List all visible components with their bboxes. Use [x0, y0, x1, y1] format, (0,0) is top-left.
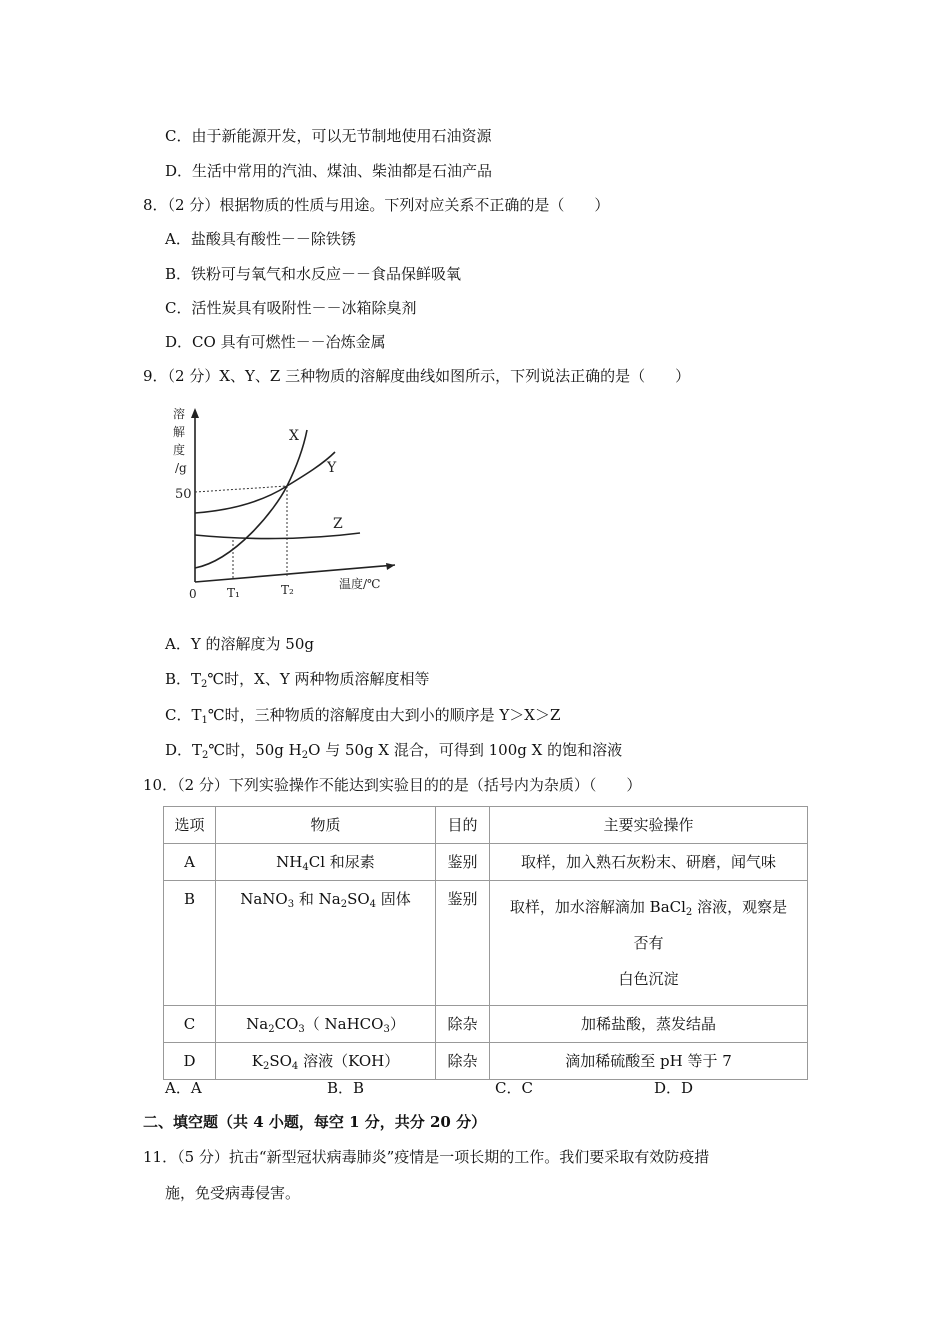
- header-purpose: 目的: [436, 807, 490, 844]
- curve-z: [195, 533, 360, 539]
- q7-option-d: D．生活中常用的汽油、煤油、柴油都是石油产品: [165, 162, 493, 180]
- x-label: 温度/℃: [339, 577, 381, 591]
- origin-label: 0: [189, 587, 197, 601]
- y-label-4: /g: [175, 461, 187, 475]
- q8-option-b: B．铁粉可与氧气和水反应－－食品保鲜吸氧: [165, 265, 462, 283]
- q9-option-b: B．$T_2℃$时，X、Y 两种物质溶解度相等: [165, 670, 430, 690]
- y-label-1: 溶: [173, 407, 186, 421]
- label-z: Z: [333, 516, 343, 532]
- q9-stem: 9．（2 分）X、Y、Z 三种物质的溶解度曲线如图所示，下列说法正确的是（ ）: [143, 367, 691, 385]
- row-b-option: B: [164, 881, 216, 1006]
- row-b-purpose: 鉴别: [436, 881, 490, 1006]
- section-heading: 二、填空题（共 4 小题，每空 1 分，共分 20 分）: [143, 1113, 487, 1131]
- row-c-option: C: [164, 1006, 216, 1043]
- q9-option-a: A．Y 的溶解度为 50g: [165, 635, 314, 653]
- y-label-3: 度: [173, 443, 186, 457]
- q10-answer-a: A．A: [165, 1079, 202, 1097]
- t2-label: T₂: [281, 583, 294, 597]
- table-header-row: [164, 807, 808, 844]
- q10-table: [163, 806, 808, 1080]
- q7-option-c: C．由于新能源开发，可以无节制地使用石油资源: [165, 127, 492, 145]
- table-row: [164, 1006, 808, 1043]
- q8-option-c: C．活性炭具有吸附性－－冰箱除臭剂: [165, 299, 417, 317]
- table-row: [164, 1043, 808, 1080]
- q8-option-a: A．盐酸具有酸性－－除铁锈: [165, 230, 356, 248]
- y-label-2: 解: [173, 425, 186, 439]
- row-c-substance: $Na_2CO_3$（ NaHCO$_3$）: [216, 1006, 436, 1043]
- q9-option-d: D．$T_2℃$时，50g $H_2O$ 与 50g X 混合，可得到 100g X 的饱和溶液: [165, 741, 623, 761]
- y-axis-arrow: [191, 408, 199, 418]
- t1-label: T₁: [227, 586, 240, 600]
- x-axis-arrow: [386, 563, 395, 570]
- q11-line-1: 11．（5 分）抗击“新型冠状病毒肺炎”疫情是一项长期的工作。我们要采取有效防疫措: [143, 1148, 710, 1166]
- q8-option-d: D．CO 具有可燃性－－冶炼金属: [165, 333, 386, 351]
- row-b-operation: 取样，加水溶解滴加 BaCl$_2$ 溶液，观察是 否有 白色沉淀: [490, 881, 808, 1006]
- y-tick-50: 50: [175, 487, 192, 502]
- q10-stem: 10．（2 分）下列实验操作不能达到实验目的的是（括号内为杂质）（ ）: [143, 776, 642, 794]
- q11-line-2: 施，免受病毒侵害。: [165, 1184, 301, 1202]
- row-d-option: D: [164, 1043, 216, 1080]
- header-operation: 主要实验操作: [490, 807, 808, 844]
- row-d-substance: $K_2SO_4$ 溶液（KOH）: [216, 1043, 436, 1080]
- guide-50: [195, 486, 287, 492]
- row-a-purpose: 鉴别: [436, 844, 490, 881]
- row-a-operation: 取样，加入熟石灰粉末、研磨，闻气味: [490, 844, 808, 881]
- solubility-graph: [165, 400, 405, 605]
- table-row: [164, 881, 808, 1006]
- q9-option-c: C．$T_1℃$时，三种物质的溶解度由大到小的顺序是 Y＞X＞Z: [165, 706, 561, 726]
- row-a-option: A: [164, 844, 216, 881]
- row-d-purpose: 除杂: [436, 1043, 490, 1080]
- row-d-operation: 滴加稀硫酸至 pH 等于 7: [490, 1043, 808, 1080]
- curve-y: [195, 452, 335, 513]
- row-c-operation: 加稀盐酸，蒸发结晶: [490, 1006, 808, 1043]
- q10-answer-b: B．B: [327, 1079, 365, 1097]
- label-x: X: [289, 428, 299, 444]
- row-c-purpose: 除杂: [436, 1006, 490, 1043]
- header-substance: 物质: [216, 807, 436, 844]
- q8-stem: 8．（2 分）根据物质的性质与用途。下列对应关系不正确的是（ ）: [143, 196, 610, 214]
- q10-answer-c: C．C: [495, 1079, 533, 1097]
- table-row: [164, 844, 808, 881]
- label-y: Y: [327, 460, 337, 476]
- header-option: 选项: [164, 807, 216, 844]
- curve-x: [195, 430, 307, 568]
- q10-answer-d: D．D: [654, 1079, 694, 1097]
- row-b-substance: NaNO$_3$ 和 $Na_2SO_4$ 固体: [216, 881, 436, 1006]
- row-a-substance: $NH_4Cl$ 和尿素: [216, 844, 436, 881]
